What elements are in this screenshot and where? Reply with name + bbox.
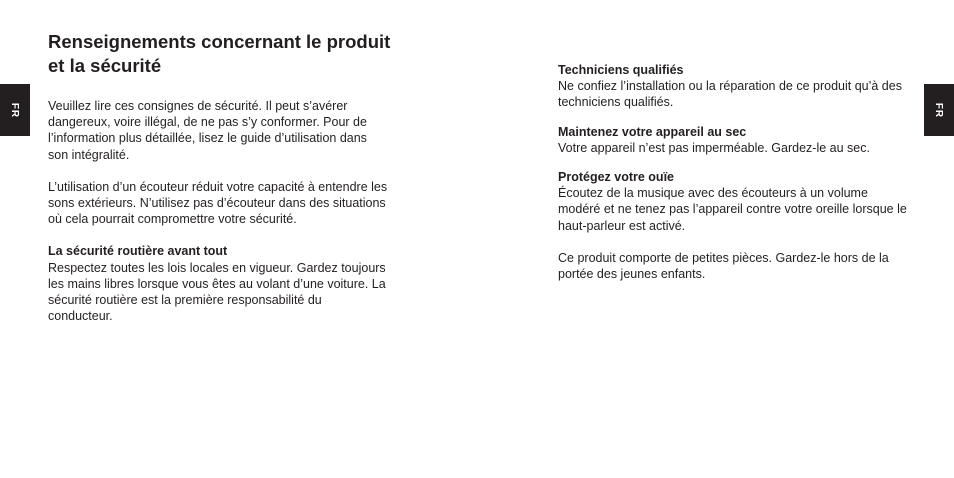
road-safety-body: Respectez toutes les lois locales en vigueur. Gardez toujours les mains libres lorsque vous êtes au volant d’une voiture. La sécurité routière est la première responsabilité du conducteur.: [48, 260, 386, 324]
language-tab-left: [0, 84, 30, 136]
left-column: [48, 30, 391, 337]
language-tab-label: FR: [9, 102, 21, 118]
keep-dry-section: [558, 124, 908, 156]
right-column: [558, 62, 908, 298]
road-safety-heading: La sécurité routière avant tout: [48, 244, 228, 259]
language-tab-right: [924, 84, 954, 136]
keep-dry-heading: Maintenez votre appareil au sec: [558, 124, 747, 139]
keep-dry-body: Votre appareil n’est pas imperméable. Gardez-le au sec.: [558, 140, 870, 155]
hearing-heading: Protégez votre ouïe: [558, 170, 674, 185]
page-title-line1: Renseignements concernant le produit: [48, 31, 391, 52]
page-title: [48, 30, 408, 78]
qualified-technicians-heading: Techniciens qualifiés: [558, 63, 684, 77]
qualified-technicians-section: [558, 62, 908, 111]
road-safety-section: [48, 243, 388, 324]
page-title-line2: et la sécurité: [48, 55, 162, 76]
hearing-body: Écoutez de la musique avec des écouteurs à un volume modéré et ne tenez pas l’appareil contre votre oreille lorsque le haut-parleur est activé.: [558, 186, 907, 233]
intro-paragraph: Veuillez lire ces consignes de sécurité. Il peut s’avérer dangereux, voire illégal, de ne pas s’y conformer. Pour de l’information plus détaillée, lisez le guide d’utilisation dans son intégralité.: [48, 99, 367, 162]
small-parts-paragraph: Ce produit comporte de petites pièces. Gardez-le hors de la portée des jeunes enfants.: [558, 250, 889, 282]
language-tab-label: FR: [933, 102, 945, 118]
earpiece-paragraph: L’utilisation d’un écouteur réduit votre capacité à entendre les sons extérieurs. N’utilisez pas d’écouteur dans des situations où cela pourrait compromettre votre sécurité.: [48, 179, 388, 227]
hearing-section: [558, 169, 908, 234]
qualified-technicians-body: Ne confiez l’installation ou la réparation de ce produit qu’à des techniciens qualifiés.: [558, 79, 902, 110]
